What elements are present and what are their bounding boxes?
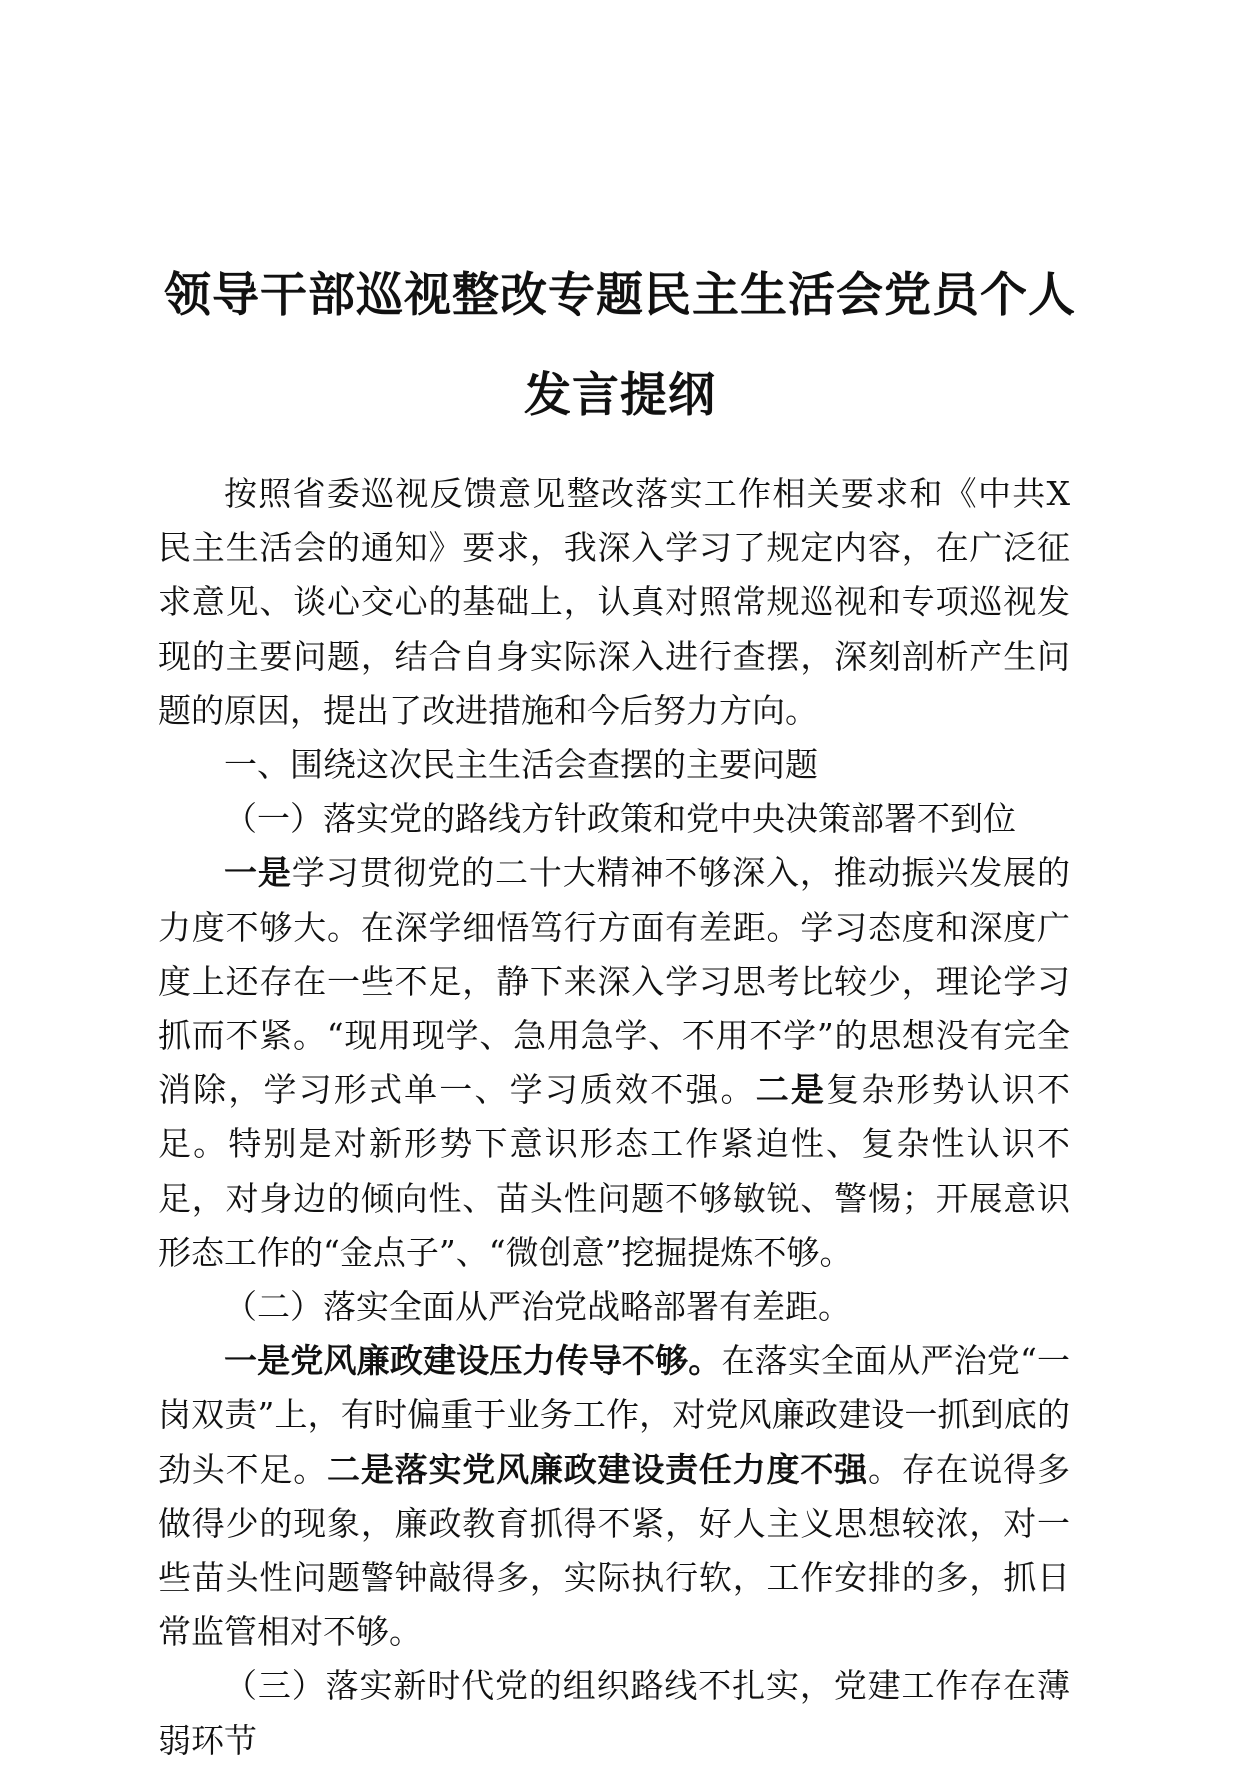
subsection-heading: （一）落实党的路线方针政策和党中央决策部署不到位 [224, 799, 1016, 839]
subsection-heading: （二）落实全面从严治党战略部署有差距。 [224, 1287, 851, 1327]
document-title: 领导干部巡视整改专题民主生活会党员个人发言提纲 [164, 268, 1076, 423]
paragraph-text: 复杂形势认识不足。特别是对新形势下意识形态工作紧迫性、复杂性认识不足，对身边的倾向性、苗头性问题不够敏锐、警惕；开展意识形态工作的“金点子”、“微创意”挖掘提炼不够。 [158, 1070, 1071, 1272]
paragraph-text: 。存在说得多做得少的现象，廉政教育抓得不紧，好人主义思想较浓，对一些苗头性问题警钟敲得多，实际执行软，工作安排的多，抓日常监管相对不够。 [158, 1449, 1071, 1652]
intro-paragraph: 按照省委巡视反馈意见整改落实工作相关要求和《中共X民主生活会的通知》要求，我深入学习了规定内容，在广泛征求意见、谈心交心的基础上，认真对照常规巡视和专项巡视发现的主要问题，结合自身实际深入进行查摆，深刻剖析产生问题的原因，提出了改进措施和今后努力方向。 [158, 474, 1070, 730]
document-body [158, 467, 1070, 1768]
paragraph [158, 1334, 1070, 1659]
emphasis-text: 一是 [224, 853, 292, 893]
emphasis-text: 二是 [755, 1070, 827, 1110]
subsection-heading: （三）落实新时代党的组织路线不扎实，党建工作存在薄弱环节 [158, 1666, 1070, 1760]
emphasis-text: 二是落实党风廉政建设责任力度不强 [327, 1449, 868, 1489]
section-heading: 一、围绕这次民主生活会查摆的主要问题 [224, 745, 818, 785]
paragraph-text: 学习贯彻党的二十大精神不够深入，推动振兴发展的力度不够大。在深学细悟笃行方面有差距。学习态度和深度广度上还存在一些不足，静下来深入学习思考比较少，理论学习抓而不紧。“现用现学、急用急学、不用不学”的思想没有完全消除，学习形式单一、学习质效不强。 [158, 853, 1070, 1110]
paragraph-text: 在落实全面从严治党“一岗双责”上，有时偏重于业务工作，对党风廉政建设一抓到底的劲头不足。 [158, 1341, 1071, 1489]
emphasis-text: 一是党风廉政建设压力传导不够。 [224, 1341, 722, 1381]
paragraph [158, 846, 1070, 1280]
